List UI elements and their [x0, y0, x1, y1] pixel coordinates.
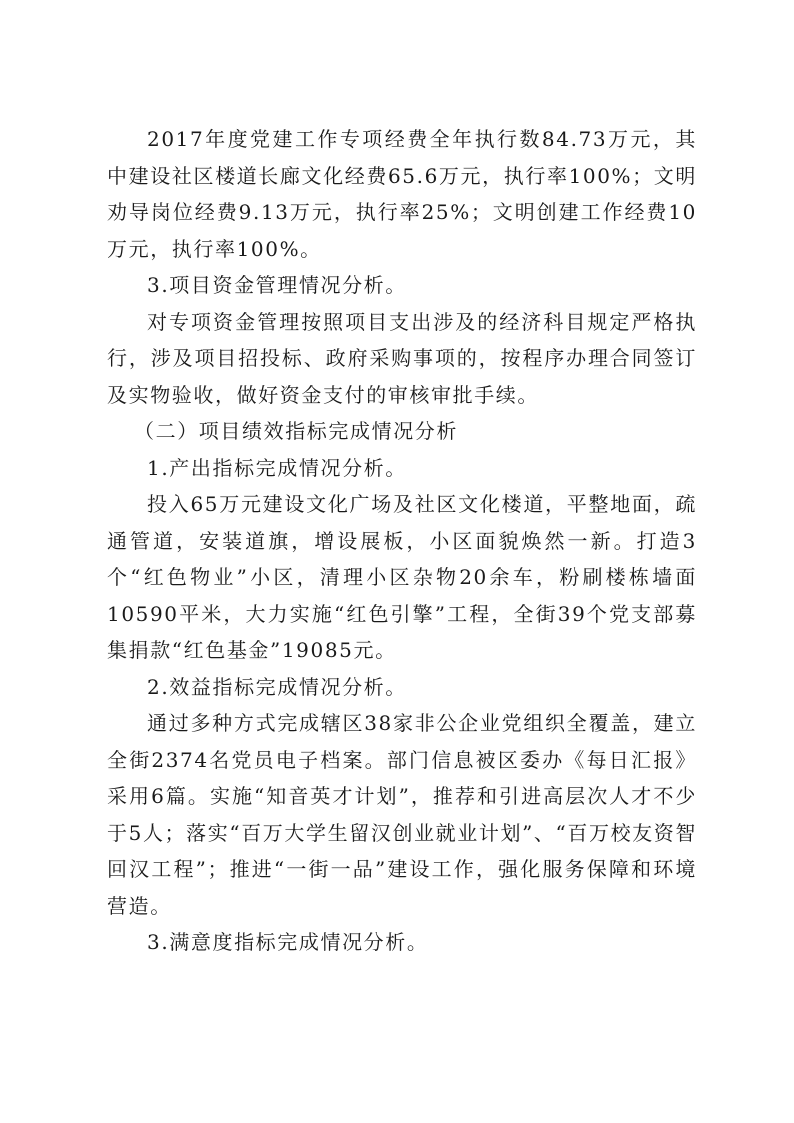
- funds-management-paragraph: 对专项资金管理按照项目支出涉及的经济科目规定严格执行，涉及项目招投标、政府采购事项的，按程序办理合同签订及实物验收，做好资金支付的审核审批手续。: [107, 309, 697, 407]
- satisfaction-indicator-heading: 3.满意度指标完成情况分析。: [147, 930, 429, 954]
- output-indicator-paragraph: 投入65万元建设文化广场及社区文化楼道，平整地面，疏通管道，安装道旗，增设展板，小区面貌焕然一新。打造3个“红色物业”小区，清理小区杂物20余车，粉刷楼栋墙面10590平米，大力实施“红色引擎”工程，全街39个党支部募集捐款“红色基金”19085元。: [107, 492, 697, 662]
- section-2-heading: （二）项目绩效指标完成情况分析: [134, 419, 458, 443]
- benefit-indicator-paragraph: 通过多种方式完成辖区38家非公企业党组织全覆盖，建立全街2374名党员电子档案。部门信息被区委办《每日汇报》采用6篇。实施“知音英才计划”，推荐和引进高层次人才不少于5人；落实“百万大学生留汉创业就业计划”、“百万校友资智回汉工程”；推进“一街一品”建设工作，强化服务保障和环境营造。: [107, 711, 697, 918]
- funds-management-heading: 3.项目资金管理情况分析。: [147, 273, 407, 297]
- document-body: [107, 121, 697, 961]
- benefit-indicator-heading: 2.效益指标完成情况分析。: [147, 674, 407, 699]
- budget-paragraph: 2017年度党建工作专项经费全年执行数84.73万元，其中建设社区楼道长廊文化经费65.6万元，执行率100%；文明劝导岗位经费9.13万元，执行率25%；文明创建工作经费10万元，执行率100%。: [107, 127, 697, 261]
- output-indicator-heading: 1.产出指标完成情况分析。: [147, 455, 407, 480]
